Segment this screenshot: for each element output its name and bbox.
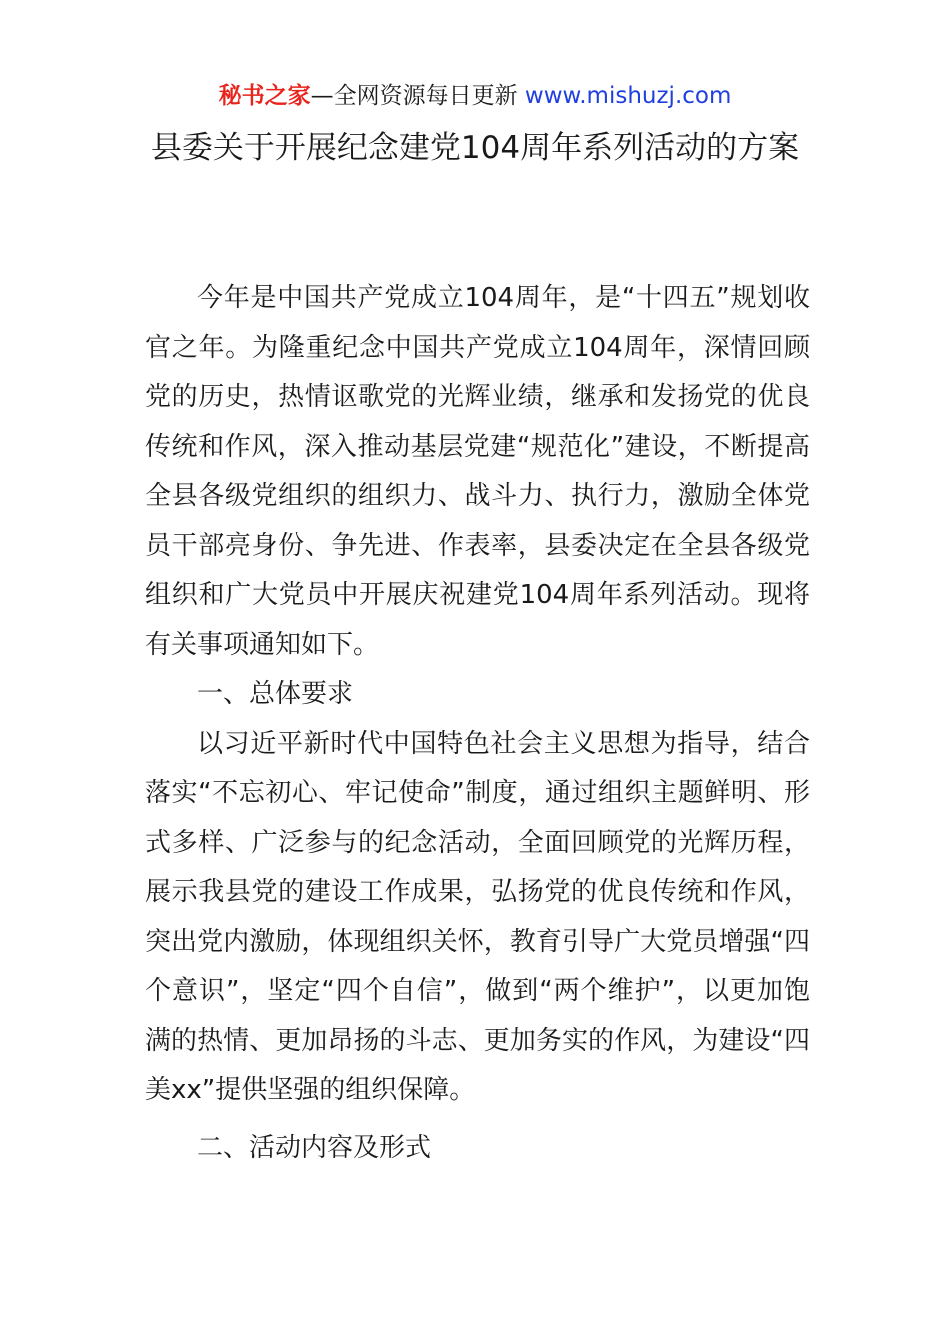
section-heading-general-requirements: 一、总体要求 bbox=[197, 679, 354, 709]
intro-paragraph: 今年是中国共产党成立104周年，是“十四五”规划收官之年。为隆重纪念中国共产党成立104周年，深情回顾党的历史，热情讴歌党的光辉业绩，继承和发扬党的优良传统和作风，深入推动基层党建“规范化”建设，不断提高全县各级党组织的组织力、战斗力、执行力，激励全体党员干部亮身份、争先进、作表率，县委决定在全县各级党组织和广大党员中开展庆祝建党104周年系列活动。现将有关事项通知如下。 bbox=[145, 283, 810, 660]
document-title: 县委关于开展纪念建党104周年系列活动的方案 bbox=[150, 130, 800, 166]
brand-name: 秘书之家 bbox=[218, 83, 311, 109]
site-url-link[interactable]: www.mishuzj.com bbox=[524, 83, 732, 109]
general-requirements-paragraph: 以习近平新时代中国特色社会主义思想为指导，结合落实“不忘初心、牢记使命”制度，通过组织主题鲜明、形式多样、广泛参与的纪念活动，全面回顾党的光辉历程，展示我县党的建设工作成果，弘扬党的优良传统和作风，突出党内激励，体现组织关怀，教育引导广大党员增强“四个意识”，坚定“四个自信”，做到“两个维护”，以更加饱满的热情、更加昂扬的斗志、更加务实的作风，为建设“四美xx”提供坚强的组织保障。 bbox=[145, 728, 810, 1105]
document-body bbox=[145, 274, 810, 1173]
banner-tagline: —全网资源每日更新 bbox=[310, 83, 518, 109]
site-banner bbox=[0, 80, 950, 112]
section-heading-activity-content: 二、活动内容及形式 bbox=[197, 1132, 432, 1163]
